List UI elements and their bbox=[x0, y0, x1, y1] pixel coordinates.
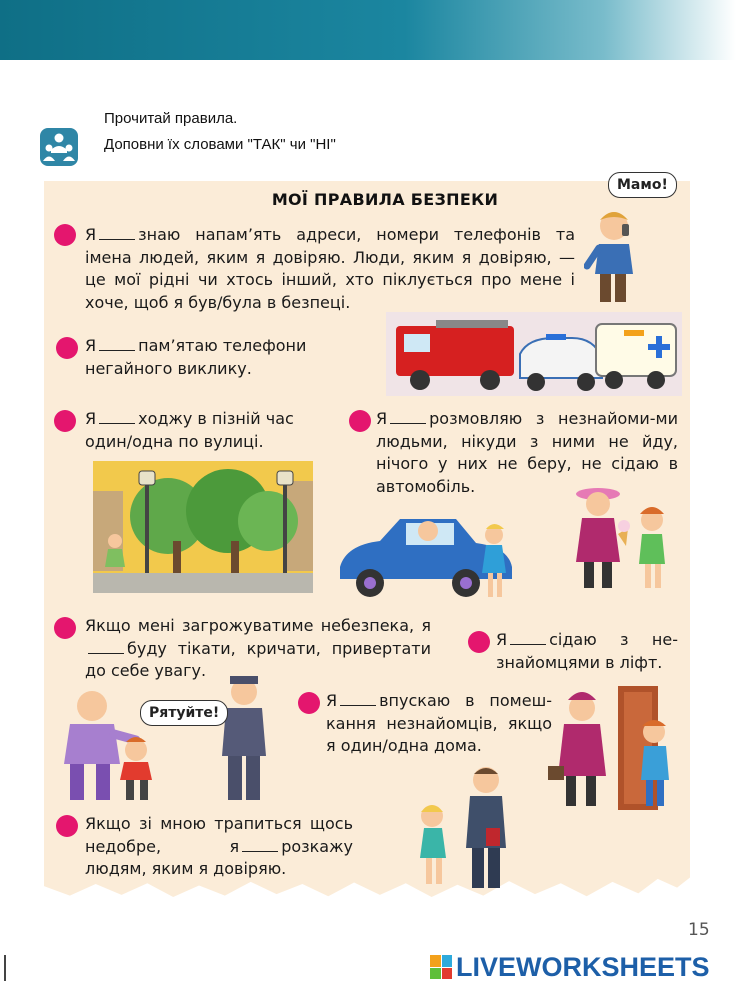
logo-mark-cell bbox=[430, 968, 441, 980]
rule-7-before: Я bbox=[326, 691, 338, 710]
rule-4-after: розмовляю з незнайоми-ми людьми, нікуди з ними не йду, нічого у них не беру, не сідаю в автомобіль. bbox=[376, 409, 678, 496]
logo-mark-cell bbox=[430, 955, 441, 967]
rule-3 bbox=[85, 408, 325, 453]
stranger-door-illustration bbox=[544, 686, 676, 812]
logo-text: LIVEWORKSHEETS bbox=[456, 951, 710, 982]
instruction-read: Прочитай правила. bbox=[104, 110, 238, 127]
boy-phone-illustration bbox=[584, 196, 644, 308]
logo-mark-cell bbox=[442, 955, 453, 967]
girl-adult-illustration bbox=[402, 766, 512, 890]
rule-2 bbox=[85, 335, 325, 380]
page-number: 15 bbox=[688, 920, 710, 940]
panel-title: МОЇ ПРАВИЛА БЕЗПЕКИ bbox=[271, 190, 499, 209]
logo-mark-icon bbox=[430, 955, 452, 979]
bullet-icon bbox=[468, 631, 490, 653]
rule-8 bbox=[85, 813, 353, 881]
rule-6-before: Я bbox=[496, 630, 508, 649]
rule-6-after: сідаю з не-знайомцями в ліфт. bbox=[496, 630, 678, 672]
speech-bubble-help: Рятуйте! bbox=[140, 700, 228, 726]
rule-8-after: розкажу людям, яким я довіряю. bbox=[85, 836, 353, 878]
rule-6-blank[interactable] bbox=[510, 630, 546, 645]
bullet-icon bbox=[54, 224, 76, 246]
instruction-fill: Доповни їх словами "ТАК" чи "НІ" bbox=[104, 136, 336, 153]
rule-8-before: Якщо зі мною трапиться щось недобре, я bbox=[85, 814, 353, 856]
rule-4-blank[interactable] bbox=[390, 409, 426, 424]
rule-3-blank[interactable] bbox=[99, 409, 135, 424]
rule-1-before: Я bbox=[85, 225, 97, 244]
speech-bubble-mamo: Мамо! bbox=[608, 172, 677, 198]
street-park-illustration bbox=[93, 461, 313, 593]
bullet-icon bbox=[54, 410, 76, 432]
rule-5-after: буду тікати, кричати, привертати до себе увагу. bbox=[85, 638, 431, 680]
rule-5-before: Якщо мені загрожуватиме небезпека, я bbox=[85, 616, 431, 635]
rule-2-before: Я bbox=[85, 336, 97, 355]
rule-8-blank[interactable] bbox=[242, 837, 278, 852]
rule-2-blank[interactable] bbox=[99, 336, 135, 351]
rule-3-after: ходжу в пізній час один/одна по вулиці. bbox=[85, 409, 294, 451]
rule-5-blank[interactable] bbox=[88, 639, 124, 654]
rule-2-after: пам’ятаю телефони негайного виклику. bbox=[85, 336, 307, 378]
bullet-icon bbox=[298, 692, 320, 714]
rule-1-after: знаю напам’ять адреси, номери телефонів та імена людей, яким я довіряю. Люди, яким я довіряю, — це мої рідні чи хтось інший, хто піклується про мене і хоче, щоб я був/була в безпеці. bbox=[85, 225, 575, 312]
rule-7 bbox=[326, 690, 552, 758]
bullet-icon bbox=[56, 815, 78, 837]
rule-1-blank[interactable] bbox=[99, 225, 135, 240]
bullet-icon bbox=[56, 337, 78, 359]
danger-police-illustration bbox=[34, 670, 284, 804]
logo-mark-cell bbox=[442, 968, 453, 980]
rule-1 bbox=[85, 224, 575, 314]
liveworksheets-logo bbox=[430, 952, 710, 982]
header-bar bbox=[0, 0, 736, 60]
left-divider bbox=[4, 955, 6, 981]
rule-6 bbox=[496, 629, 678, 674]
stranger-icecream-illustration bbox=[556, 482, 676, 592]
rule-3-before: Я bbox=[85, 409, 97, 428]
bullet-icon bbox=[54, 617, 76, 639]
emergency-vehicles-illustration bbox=[386, 312, 682, 396]
rule-7-blank[interactable] bbox=[340, 691, 376, 706]
car-stranger-illustration bbox=[332, 505, 518, 605]
group-work-icon bbox=[40, 128, 78, 166]
rule-7-after: впускаю в помеш-кання незнайомців, якщо я один/одна дома. bbox=[326, 691, 552, 755]
bullet-icon bbox=[349, 410, 371, 432]
rule-4-before: Я bbox=[376, 409, 388, 428]
